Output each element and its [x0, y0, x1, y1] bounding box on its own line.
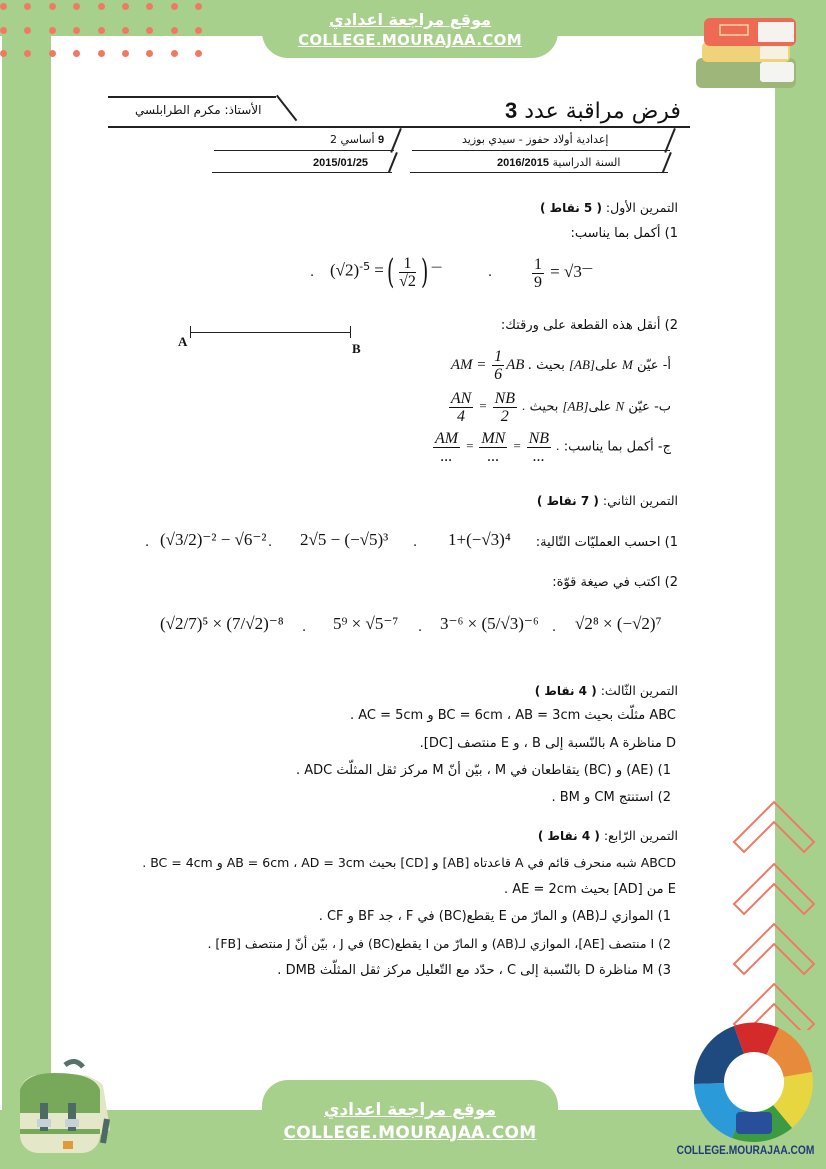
frac-num: NB — [494, 390, 516, 407]
ex2-q1: 1) احسب العمليّات التّالية: — [535, 535, 678, 550]
class-level — [330, 133, 384, 146]
on: على — [588, 399, 612, 415]
level-number: 9 — [378, 134, 385, 146]
decorative-dot — [0, 27, 7, 34]
date-value: 2015/01/25 — [313, 157, 369, 169]
frac-num: 1 — [399, 255, 416, 273]
segment-tick-a — [190, 326, 191, 338]
ex3-line-2: D مناظرة A بالنّسبة إلى B ، و E منتصف [DC]. — [419, 736, 676, 751]
condition — [450, 348, 532, 383]
header-rule — [214, 150, 394, 151]
ex3-points: ( 4 نقاط ) — [534, 684, 597, 698]
school-subjects-wheel-logo — [694, 1022, 814, 1142]
ex2-q1-item-2: 2√5 − (−√5)³ — [300, 530, 389, 549]
ex3-line-1: ABC مثلّث بحيث BC = 6cm ، AB = 3cm و AC = 5cm . — [349, 708, 676, 723]
ex2-points: ( 7 نقاط ) — [536, 494, 599, 508]
ex2-q2-item-1: √2⁸ × (−√2)⁷ — [575, 614, 662, 633]
exam-date — [313, 156, 368, 169]
ex4-title-text: التمرين الرّابع: — [603, 828, 678, 843]
ex4-q1: 1) الموازي لـ(AB) و المارّ من E يقطع(BC) في F ، جد BF و CF . — [318, 909, 671, 924]
label: أ- عيّن — [636, 357, 671, 373]
separator-dot: . — [268, 535, 273, 550]
ex1-q2-c — [431, 430, 671, 465]
frac-num: MN — [481, 430, 506, 447]
year-label: السنة الدراسية — [552, 156, 621, 169]
exam-number: 3 — [505, 98, 518, 123]
backpack-icon — [15, 1055, 115, 1155]
ex4-line-1: ABCD شبه منحرف قائم في A قاعدتاه [AB] و [CD] بحيث AB = 6cm ، AD = 3cm و BC = 4cm . — [142, 855, 676, 870]
on: على — [594, 357, 618, 373]
decorative-dot — [49, 3, 56, 10]
separator-dot: . — [413, 535, 418, 550]
frac-den: ... — [440, 448, 453, 465]
level-text: أساسي 2 — [330, 133, 375, 146]
condition: $\frac{AN}{4}$ = $\frac{NB}{2}$ . — [450, 390, 526, 425]
frac-num: AN — [450, 390, 472, 407]
frac-num: NB — [528, 430, 550, 447]
ex4-q3: 3) M مناظرة D بالنّسبة إلى C ، حدّد مع التّعليل مركز ثقل المثلّث DMB . — [277, 963, 671, 978]
lhs-power: (√2) — [330, 260, 360, 280]
header-slash — [276, 95, 297, 121]
ex1-q1-expr-a: $\frac{1}{9}$ = √3— — [534, 256, 593, 291]
ex4-q2: 2) I منتصف [AE]، الموازي لـ(AB) و المارّ من I يقطع(BC) في J ، بيّن أنّ J منتصف [FB] . — [207, 936, 671, 951]
decorative-dot — [98, 50, 105, 57]
header-slash — [388, 152, 398, 173]
decorative-dot — [171, 27, 178, 34]
frac-den: 2 — [500, 408, 509, 425]
bottom-banner-latin: COLLEGE.MOURAJAA.COM — [283, 1123, 537, 1143]
ex1-q2-a — [451, 348, 671, 383]
segment: [AB] — [562, 398, 589, 414]
frac-num: AM — [434, 430, 459, 447]
decorative-dot — [195, 50, 202, 57]
ex1-q2: 2) أنقل هذه القطعة على ورقتك: — [500, 318, 678, 333]
top-banner-arabic: موقع مراجعة اعدادي — [328, 10, 492, 29]
separator-dot: . — [302, 620, 307, 635]
decorative-dot — [49, 50, 56, 57]
frac-den: 4 — [457, 408, 466, 425]
decorative-dot — [122, 50, 129, 57]
header-rule — [108, 96, 276, 98]
logo-caption: COLLEGE.MOURAJAA.COM — [676, 1143, 815, 1157]
school-name: إعدادية أولاد حفوز - سيدي بوزيد — [462, 133, 609, 146]
ex3-q1: 1) (AE) و (BC) يتقاطعان في M ، بيّن أنّ M مركز ثقل المثلّث ADC . — [295, 763, 671, 778]
ex1-title — [540, 200, 678, 215]
books-stack-icon — [690, 12, 800, 97]
decorative-dot — [171, 3, 178, 10]
separator-dot: . — [310, 265, 315, 280]
point-b-label: B — [352, 341, 361, 356]
header-rule — [412, 150, 670, 151]
segment-tick-b — [350, 326, 351, 338]
ex3-title — [535, 683, 678, 698]
ex4-line-2: E من [AD] بحيث AE = 2cm . — [504, 882, 676, 897]
school-year — [497, 156, 620, 169]
such-that: بحيث — [536, 357, 565, 373]
frac-num: 1 — [494, 348, 503, 365]
frac-den: 6 — [494, 366, 503, 383]
title-text: فرض مراقبة عدد — [524, 99, 681, 124]
page-title — [505, 98, 681, 124]
ex2-q1-item-1: 1+(−√3)⁴ — [448, 530, 511, 549]
such-that: بحيث — [529, 399, 559, 415]
point-a-label: A — [178, 334, 188, 349]
teacher-name: الأستاذ: مكرم الطرابلسي — [135, 103, 262, 117]
decorative-dot — [0, 3, 7, 10]
frac-den: ... — [532, 448, 545, 465]
ex4-points: ( 4 نقاط ) — [537, 829, 600, 843]
decorative-dot — [171, 50, 178, 57]
ex2-title — [537, 493, 678, 508]
bottom-banner-arabic: موقع مراجعة اعدادي — [323, 1100, 497, 1120]
decorative-dot — [98, 27, 105, 34]
separator-dot: . — [488, 265, 493, 280]
ex4-title — [538, 828, 678, 843]
separator-dot: . — [418, 620, 423, 635]
rhs-root: √3 — [563, 262, 582, 281]
ex1-q1: 1) أكمل بما يناسب: — [570, 226, 678, 241]
exponent: -5 — [359, 260, 371, 274]
decorative-dot — [122, 3, 129, 10]
top-banner-latin: COLLEGE.MOURAJAA.COM — [298, 31, 522, 49]
ex2-q1-item-3: (√3/2)⁻² − √6⁻² — [160, 530, 267, 549]
separator-dot: . — [552, 620, 557, 635]
label: ب- عيّن — [628, 399, 671, 415]
ex1-points: ( 5 نقاط ) — [539, 201, 602, 215]
frac-den: 9 — [534, 274, 542, 291]
decorative-dot — [0, 50, 7, 57]
condition: $\frac{AM}{...}$ = $\frac{MN}{...}$ = $\frac{NB}{...}$ . — [434, 430, 560, 465]
frac-den: √2 — [399, 272, 416, 290]
ex2-q2-item-3: 5⁹ × √5⁻⁷ — [333, 614, 399, 633]
ex1-title-text: التمرين الأول: — [605, 200, 678, 215]
decorative-dot — [146, 50, 153, 57]
top-banner-link[interactable] — [262, 10, 558, 50]
ex2-title-text: التمرين الثاني: — [602, 493, 678, 508]
ex3-q2: 2) استنتج CM و BM . — [551, 790, 671, 805]
decorative-dot — [49, 27, 56, 34]
frac-num: 1 — [534, 256, 542, 273]
ex2-q2-item-2: 3⁻⁶ × (5/√3)⁻⁶ — [440, 614, 539, 633]
frac-den: ... — [487, 448, 500, 465]
header-slash — [662, 152, 672, 173]
bottom-banner-link[interactable] — [262, 1098, 558, 1144]
decorative-dot — [73, 50, 80, 57]
decorative-dot — [122, 27, 129, 34]
label: ج- أكمل بما يناسب: — [563, 439, 671, 455]
separator-dot: . — [145, 535, 150, 550]
tail: AB . — [506, 356, 532, 373]
decorative-dot — [98, 3, 105, 10]
ex1-q2-b — [447, 390, 671, 425]
chevron-up-outline-icon — [732, 790, 826, 1030]
frame-left-band — [2, 0, 51, 1169]
point: N — [615, 398, 625, 414]
header-rule — [212, 172, 392, 173]
lhs: AM = — [450, 356, 491, 373]
ex1-q1-expr-b: $(√2)^{-5}$ =( $\frac{1}{√2}$ ) — — [330, 252, 443, 292]
ex3-title-text: التمرين الثّالث: — [600, 683, 678, 698]
year-value: 2016/2015 — [497, 157, 549, 169]
ex2-q2: 2) اكتب في صيغة قوّة: — [552, 575, 678, 590]
header-rule — [410, 172, 668, 173]
point: M — [622, 356, 633, 372]
segment: [AB] — [568, 356, 595, 372]
ex2-q2-item-4: (√2/7)⁵ × (7/√2)⁻⁸ — [160, 614, 284, 633]
segment-ab — [190, 332, 350, 333]
